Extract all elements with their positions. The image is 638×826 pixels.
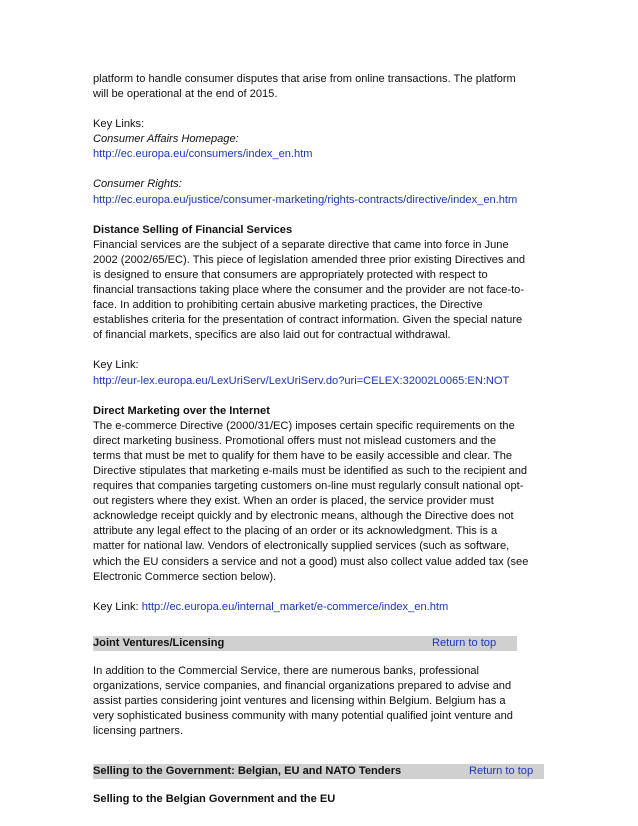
direct-marketing-line: The e-commerce Directive (2000/31/EC) imposes certain specific requirements on the <box>93 419 515 432</box>
joint-ventures-line: organizations, service companies, and financial organizations prepared to advise and <box>93 679 512 692</box>
distance-selling-line: Financial services are the subject of a separate directive that came into force in June <box>93 238 509 251</box>
return-to-top-link[interactable]: Return to top <box>469 765 534 778</box>
return-to-top-link[interactable]: Return to top <box>432 636 497 649</box>
direct-marketing-key-link-row <box>93 600 553 615</box>
joint-ventures-line: licensing partners. <box>93 725 184 738</box>
consumer-rights-link[interactable]: http://ec.europa.eu/justice/consumer-marketing/rights-contracts/directive/index_en.htm <box>93 193 518 206</box>
direct-marketing-line: acknowledge receipt quickly and by electronic means, although the Directive does not <box>93 510 514 523</box>
direct-marketing-line: out registers where they exist. When an order is placed, the service provider must <box>93 495 494 508</box>
distance-selling-line: face. In addition to prohibiting certain abusive marketing practices, the Directive <box>93 299 483 312</box>
direct-marketing-line: Directive stipulates that marketing e-mails must be identified as such to the recipient and <box>93 464 528 477</box>
distance-selling-line: is designed to ensure that consumers are appropriately protected with respect to <box>93 268 488 281</box>
distance-selling-line: of financial markets, specifics are also laid out for contractual withdrawal. <box>93 329 451 342</box>
selling-government-section-bar <box>93 764 544 779</box>
distance-selling-heading: Distance Selling of Financial Services <box>93 223 293 236</box>
consumer-rights-label: Consumer Rights: <box>93 178 182 191</box>
selling-government-title: Selling to the Government: Belgian, EU and NATO Tenders <box>93 765 402 778</box>
direct-marketing-key-link-label: Key Link: <box>93 600 142 613</box>
distance-selling-line: establishes criteria for the presentation of contract information. Given the special nature <box>93 314 523 327</box>
selling-belgian-government-heading: Selling to the Belgian Government and the EU <box>93 793 336 806</box>
distance-selling-line: 2002 (2002/65/EC). This piece of legislation amended three prior existing Directives and <box>93 253 526 266</box>
direct-marketing-line: which the EU considers a service and not a good) must also collect value added tax (see <box>93 555 529 568</box>
distance-selling-key-link[interactable]: http://eur-lex.europa.eu/LexUriServ/LexUriServ.do?uri=CELEX:32002L0065:EN:NOT <box>93 374 510 387</box>
joint-ventures-line: assist parties considering joint ventures and licensing within Belgium. Belgium has a <box>93 695 506 707</box>
direct-marketing-heading: Direct Marketing over the Internet <box>93 404 270 417</box>
joint-ventures-line: very sophisticated business community with many potential qualified joint venture and <box>93 710 513 723</box>
consumer-affairs-label: Consumer Affairs Homepage: <box>93 133 239 146</box>
joint-ventures-title: Joint Ventures/Licensing <box>93 636 225 649</box>
joint-ventures-section-bar <box>93 636 517 651</box>
direct-marketing-line: requires that companies targeting customers on-line must regularly consult national opt- <box>93 480 524 493</box>
distance-selling-key-link-label: Key Link: <box>93 359 139 372</box>
document-page <box>93 72 553 807</box>
consumer-affairs-link[interactable]: http://ec.europa.eu/consumers/index_en.htm <box>93 148 313 161</box>
direct-marketing-line: Electronic Commerce section below). <box>93 570 277 583</box>
direct-marketing-line: direct marketing business. Promotional offers must not mislead customers and the <box>93 434 497 447</box>
intro-line-1: platform to handle consumer disputes that arise from online transactions. The platform <box>93 73 516 85</box>
direct-marketing-key-link[interactable]: http://ec.europa.eu/internal_market/e-commerce/index_en.htm <box>141 600 449 613</box>
direct-marketing-line: matter for national law. Vendors of electronically supplied services (such as software, <box>93 540 510 553</box>
joint-ventures-line: In addition to the Commercial Service, there are numerous banks, professional <box>93 664 480 677</box>
direct-marketing-line: attribute any legal effect to the placing of an order or its acknowledgment. This is a <box>93 525 498 538</box>
key-links-heading: Key Links: <box>93 118 145 131</box>
intro-line-2: will be operational at the end of 2015. <box>93 88 278 101</box>
distance-selling-line: financial transactions taking place where the consumer and the provider are not face-to- <box>93 284 525 297</box>
direct-marketing-line: terms that must be met to qualify for them have to be easily accessible and clear. The <box>93 449 513 462</box>
